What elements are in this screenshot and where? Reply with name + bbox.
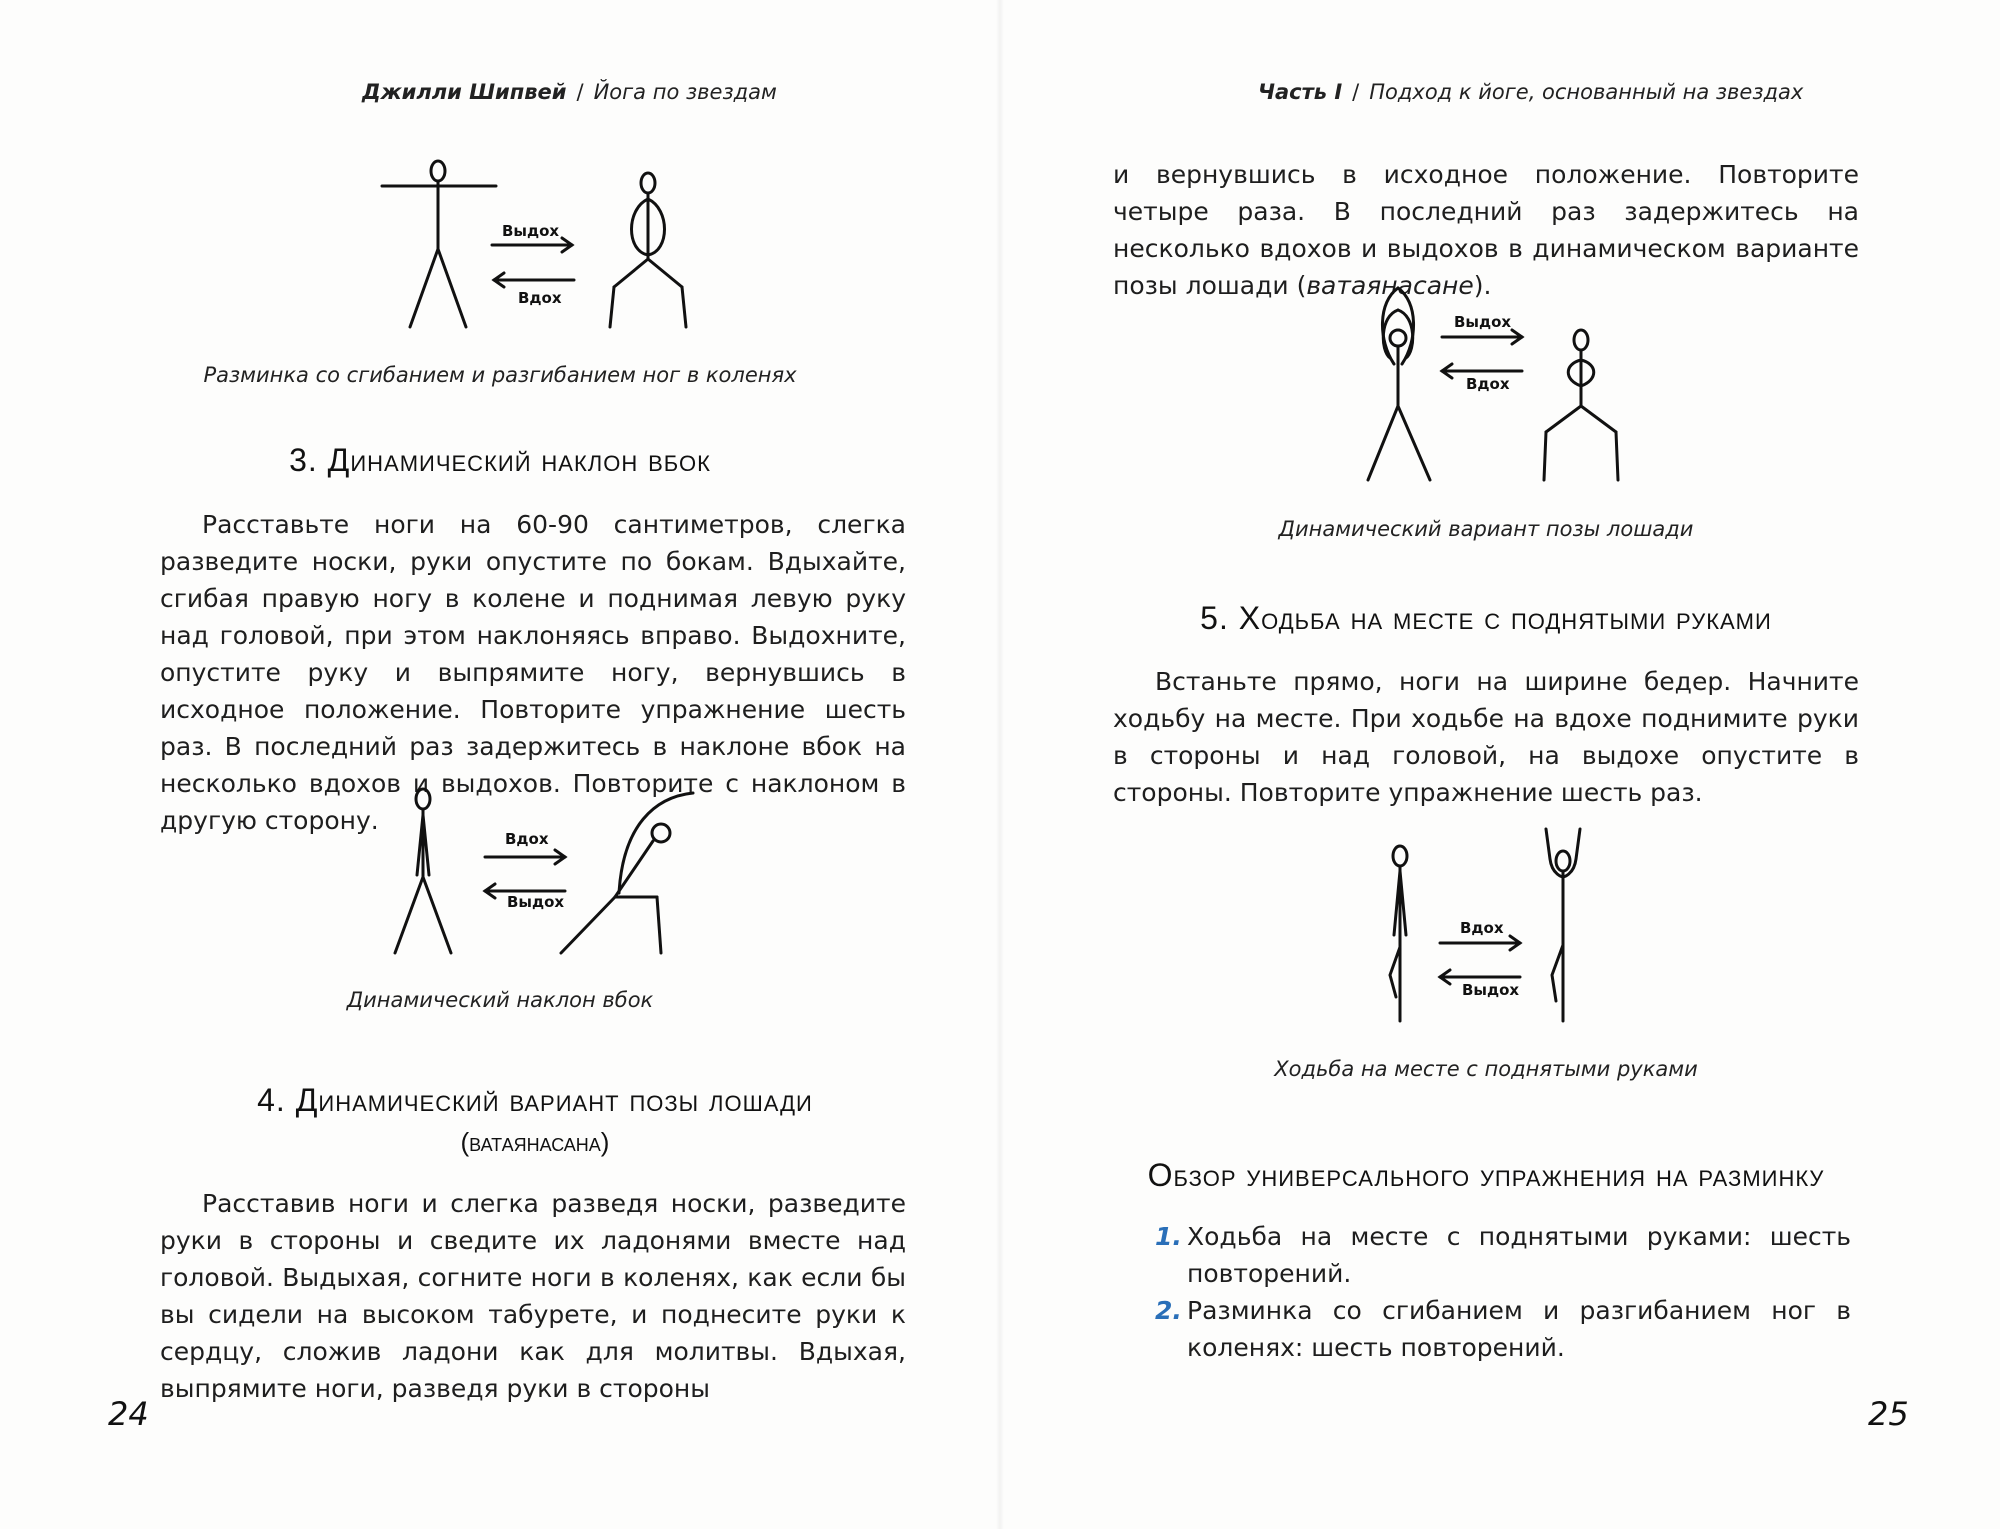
fig2-exhale-label: Выдох xyxy=(507,893,565,911)
list-item xyxy=(1155,1218,1851,1292)
fig3-caption: Динамический вариант позы лошади xyxy=(1278,517,1694,541)
fig2-inhale-label: Вдох xyxy=(505,830,549,848)
left-page-number: 24 xyxy=(108,1395,149,1433)
overview-heading: Обзор универсального упражнения на разминку xyxy=(1147,1157,1825,1193)
fig3-exhale-label: Выдох xyxy=(1454,313,1512,331)
stick-figure-standing xyxy=(395,789,451,953)
left-running-head xyxy=(362,80,777,104)
list-item xyxy=(1155,1292,1851,1366)
section4-heading: 4. Динамический вариант позы лошади xyxy=(257,1082,813,1118)
overview-list xyxy=(1155,1218,1851,1366)
arrow-right xyxy=(1442,330,1522,344)
section3-heading: 3. Динамический наклон вбок xyxy=(289,442,711,478)
figure-knee-bend xyxy=(370,155,700,335)
stick-figure-squat xyxy=(610,173,686,327)
section5-heading: 5. Ходьба на месте с поднятыми руками xyxy=(1200,600,1772,636)
fig1-inhale-label: Вдох xyxy=(518,289,562,307)
fig1-exhale-label: Выдох xyxy=(502,222,560,240)
stick-figure-walking xyxy=(1390,846,1407,1021)
figure-walking-arms-up xyxy=(1370,825,1600,1025)
continued-text-end: ). xyxy=(1473,271,1492,300)
fig3-inhale-label: Вдох xyxy=(1466,375,1510,393)
running-head-separator: / xyxy=(1352,80,1360,104)
stick-figure-arms-raised xyxy=(1546,829,1580,1021)
section4-subheading: (ватаянасана) xyxy=(460,1127,610,1157)
arrow-right xyxy=(1440,936,1520,950)
fig4-exhale-label: Выдох xyxy=(1462,981,1520,999)
stick-figure-side-bend xyxy=(561,793,693,953)
running-head-separator: / xyxy=(576,80,584,104)
section5-paragraph: Встаньте прямо, ноги на ширине бедер. Начните ходьбу на месте. При ходьбе на вдохе поднимите руки в стороны и над головой, на выдохе опустите в стороны. Повторите упражнение шесть раз. xyxy=(1113,667,1859,807)
fig4-caption: Ходьба на месте с поднятыми руками xyxy=(1274,1057,1698,1081)
fig4-inhale-label: Вдох xyxy=(1460,919,1504,937)
stick-figure-hands-up xyxy=(1368,288,1430,480)
arrow-right xyxy=(485,850,565,864)
fig1-caption: Разминка со сгибанием и разгибанием ног в коленях xyxy=(203,363,797,387)
figure-side-bend xyxy=(365,785,705,960)
running-head-part-title: Подход к йоге, основанный на звездах xyxy=(1369,80,1804,104)
right-page-number: 25 xyxy=(1868,1395,1909,1433)
page-gutter xyxy=(996,0,1004,1529)
list-item-number: 1. xyxy=(1155,1222,1182,1251)
list-item-text: Ходьба на месте с поднятыми руками: шесть повторений. xyxy=(1187,1222,1851,1288)
stick-figure-arms-out xyxy=(382,161,496,327)
arrow-left xyxy=(494,273,574,287)
list-item-number: 2. xyxy=(1155,1296,1182,1325)
stick-figure-horse-squat xyxy=(1544,330,1618,480)
section4-paragraph: Расставив ноги и слегка разведя носки, разведите руки в стороны и сведите их ладонями вместе над головой. Выдыхая, согните ноги в коленях, как если бы вы сидели на высоком табурете, и поднесите руки к сердцу, сложив ладони как для молитвы. Вдыхая, выпрямите ноги, разведя руки в стороны xyxy=(160,1189,906,1403)
arrow-right xyxy=(492,238,572,252)
continued-text-start: и вернувшись в исходное положение. Повторите четыре раза. В последний раз задержитесь на несколько вдохов и выдохов в динамическом варианте позы лошади ( xyxy=(1113,160,1859,300)
running-head-author: Джилли Шипвей xyxy=(362,80,567,104)
section3-paragraph: Расставьте ноги на 60-90 сантиметров, слегка разведите носки, руки опустите по бокам. Вдыхайте, сгибая правую ногу в колене и поднимая левую руку над головой, при этом наклоняясь вправо. Выдохните, опустите руку и выпрямите ногу, вернувшись в исходное положение. Повторите упражнение шесть раз. В последний раз задержитесь в наклоне вбок на несколько вдохов и выдохов. Повторите с наклоном в другую сторону. xyxy=(160,510,906,835)
figure-horse-pose xyxy=(1350,280,1630,490)
right-running-head xyxy=(1258,80,1803,104)
fig2-caption: Динамический наклон вбок xyxy=(346,988,654,1012)
running-head-book-title: Йога по звездам xyxy=(593,80,777,104)
list-item-text: Разминка со сгибанием и разгибанием ног в коленях: шесть повторений. xyxy=(1187,1296,1851,1362)
running-head-part: Часть I xyxy=(1258,80,1343,104)
continued-text-term: ватаянасане xyxy=(1306,271,1474,300)
